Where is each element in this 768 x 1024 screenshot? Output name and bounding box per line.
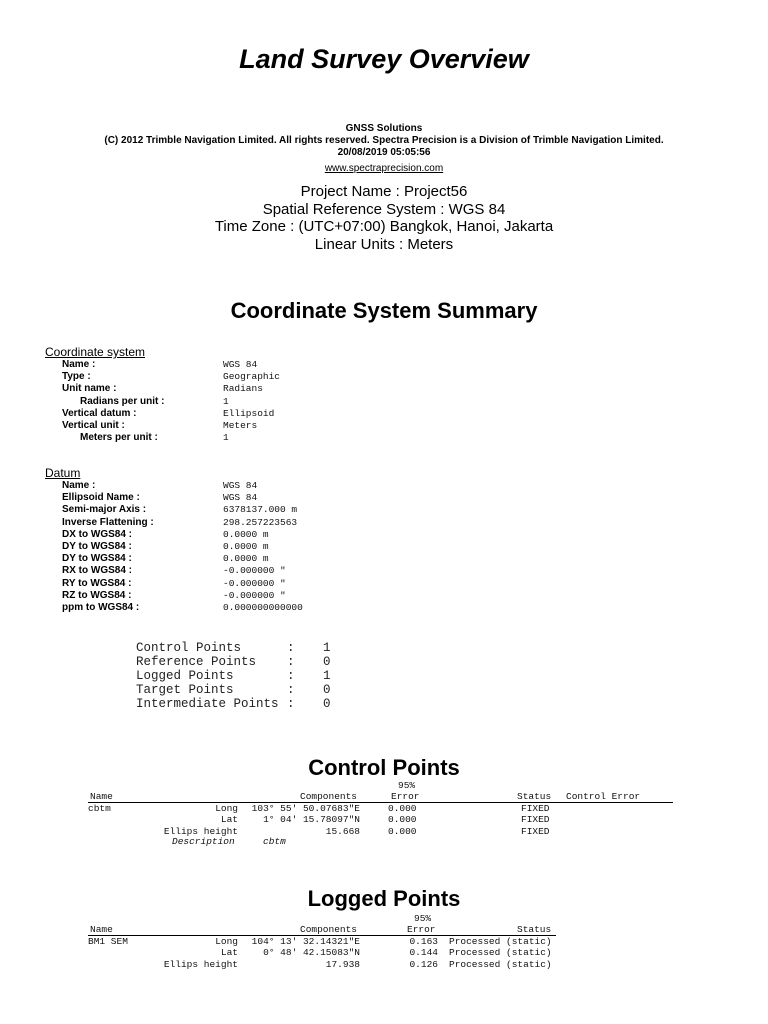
cp-control-error-header: Control Error	[566, 791, 641, 802]
datum-row	[62, 553, 662, 565]
lp-component-label: Long	[215, 936, 238, 947]
datum-value: WGS 84	[223, 492, 258, 504]
cp-error: 0.000	[388, 814, 417, 826]
coordinate-system-label: Vertical datum :	[62, 407, 137, 419]
lp-component: 0° 48' 42.15083"N	[263, 947, 360, 959]
cp-error-top-header: 95%	[398, 780, 416, 791]
report-title: Land Survey Overview	[239, 44, 529, 74]
coord-summary-heading: Coordinate System Summary	[230, 298, 538, 323]
report-datetime: 20/08/2019 05:05:56	[337, 147, 431, 158]
lp-status: Processed (static)	[449, 958, 552, 970]
point-count-label: Reference Points	[136, 655, 257, 669]
cp-name: cbtm	[88, 803, 111, 814]
lp-error-top-header: 95%	[414, 913, 432, 924]
datum-row	[62, 590, 662, 602]
lp-error: 0.126	[409, 958, 438, 970]
datum-label: RY to WGS84 :	[62, 577, 132, 589]
coordinate-system-row	[62, 408, 662, 420]
datum-label: Ellipsoid Name :	[62, 492, 140, 504]
lp-status-header: Status	[517, 924, 552, 935]
point-count-label: Target Points	[136, 683, 234, 697]
point-count-label: Logged Points	[136, 669, 234, 683]
coordinate-system-value: Ellipsoid	[223, 407, 275, 419]
cp-status: FIXED	[521, 814, 550, 826]
datum-value: 0.0000 m	[223, 528, 269, 540]
datum-row	[62, 602, 662, 614]
lp-name-header: Name	[90, 924, 113, 935]
datum-label: RX to WGS84 :	[62, 565, 133, 577]
cp-description-label: Description	[172, 836, 235, 847]
spatial-reference-system: Spatial Reference System : WGS 84	[262, 201, 506, 218]
copyright-line: (C) 2012 Trimble Navigation Limited. All rights reserved. Spectra Precision is a Division of Trimble Navigation Limited.	[104, 135, 664, 146]
cp-component: 1° 04' 15.78097"N	[263, 814, 360, 826]
lp-component: 17.938	[325, 958, 360, 970]
coordinate-system-label: Radians per unit :	[80, 395, 165, 407]
cp-component: 15.668	[325, 825, 360, 837]
lp-components-header: Components	[300, 924, 358, 935]
company-name: GNSS Solutions	[345, 123, 423, 134]
datum-label: DY to WGS84 :	[62, 553, 132, 565]
datum-label: Inverse Flattening :	[62, 516, 154, 528]
cp-error-header: Error	[391, 791, 420, 802]
datum-label: Name :	[62, 480, 96, 491]
coordinate-system-value: Geographic	[223, 371, 281, 383]
coordinate-system-label: Meters per unit :	[80, 432, 158, 444]
logged-points-heading: Logged Points	[307, 886, 461, 911]
lp-error: 0.144	[409, 947, 438, 959]
coordinate-system-label: Vertical unit :	[62, 419, 125, 431]
datum-value: -0.000000 "	[223, 589, 286, 601]
cp-status-header: Status	[517, 791, 552, 802]
datum-value: WGS 84	[223, 480, 258, 491]
coordinate-system-value: Radians	[223, 383, 263, 395]
cp-component-label: Long	[215, 803, 238, 814]
datum-value: 0.0000 m	[223, 553, 269, 565]
lp-component-label: Lat	[220, 947, 238, 959]
point-count-colon: :	[287, 641, 295, 655]
control-points-table	[0, 780, 768, 850]
lp-component: 104° 13' 32.14321"E	[251, 936, 360, 947]
datum-value: -0.000000 "	[223, 577, 286, 589]
point-count-value: 1	[323, 641, 331, 655]
cp-status: FIXED	[521, 825, 550, 837]
coordinate-system-table	[62, 359, 662, 444]
lp-error: 0.163	[409, 936, 438, 947]
coordinate-system-row	[62, 420, 662, 432]
coordinate-system-label: Unit name :	[62, 383, 117, 395]
coordinate-system-row	[62, 432, 662, 444]
point-count-colon: :	[287, 697, 295, 711]
point-count-colon: :	[287, 683, 295, 697]
coordinate-system-value: Meters	[223, 419, 258, 431]
linear-units: Linear Units : Meters	[314, 236, 454, 253]
point-count-label: Control Points	[136, 641, 242, 655]
datum-table	[62, 480, 662, 614]
datum-row	[62, 492, 662, 504]
cp-error: 0.000	[388, 825, 417, 837]
datum-value: 6378137.000 m	[223, 504, 298, 516]
point-count-label: Intermediate Points	[136, 697, 279, 711]
datum-value: 0.0000 m	[223, 540, 269, 552]
datum-heading: Datum	[45, 466, 81, 480]
website-link-wrap	[0, 158, 768, 176]
cp-header-rule	[88, 802, 673, 803]
coordinate-system-row	[62, 383, 662, 395]
lp-error-header: Error	[407, 924, 436, 935]
lp-name: BM1 SEM	[88, 936, 128, 947]
lp-status: Processed (static)	[449, 947, 552, 959]
control-points-heading: Control Points	[308, 755, 460, 780]
datum-value: 298.257223563	[223, 516, 298, 528]
cp-error: 0.000	[388, 803, 417, 814]
lp-status: Processed (static)	[449, 936, 552, 947]
cp-component-label: Ellips height	[163, 825, 238, 837]
cp-components-header: Components	[300, 791, 358, 802]
cp-component: 103° 55' 50.07683"E	[251, 803, 360, 814]
point-count-value: 1	[323, 669, 331, 683]
datum-row	[62, 565, 662, 577]
datum-value: -0.000000 "	[223, 565, 286, 577]
datum-row	[62, 504, 662, 516]
project-name: Project Name : Project56	[300, 183, 468, 200]
coordinate-system-row	[62, 396, 662, 408]
datum-row	[62, 529, 662, 541]
coordinate-system-row	[62, 371, 662, 383]
datum-label: RZ to WGS84 :	[62, 589, 132, 601]
datum-row	[62, 480, 662, 492]
coordinate-system-value: 1	[223, 432, 229, 444]
point-count-colon: :	[287, 655, 295, 669]
coordinate-system-label: Name :	[62, 359, 96, 370]
cp-status: FIXED	[521, 803, 550, 814]
time-zone: Time Zone : (UTC+07:00) Bangkok, Hanoi, Jakarta	[214, 218, 554, 235]
cp-description-value: cbtm	[263, 836, 286, 847]
datum-label: DX to WGS84 :	[62, 528, 133, 540]
cp-component-label: Lat	[220, 814, 238, 826]
datum-row	[62, 517, 662, 529]
point-count-value: 0	[323, 697, 331, 711]
datum-label: ppm to WGS84 :	[62, 601, 140, 613]
coordinate-system-value: 1	[223, 395, 229, 407]
datum-label: Semi-major Axis :	[62, 504, 147, 516]
datum-row	[62, 541, 662, 553]
coordinate-system-label: Type :	[62, 371, 91, 383]
point-count-colon: :	[287, 669, 295, 683]
coordinate-system-row	[62, 359, 662, 371]
datum-label: DY to WGS84 :	[62, 540, 132, 552]
lp-component-label: Ellips height	[163, 958, 238, 970]
logged-points-table	[0, 913, 768, 973]
point-count-value: 0	[323, 655, 331, 669]
coordinate-system-heading: Coordinate system	[45, 345, 146, 359]
website-link[interactable]: www.spectraprecision.com	[324, 163, 444, 174]
datum-row	[62, 578, 662, 590]
coordinate-system-value: WGS 84	[223, 359, 258, 370]
point-count-value: 0	[323, 683, 331, 697]
cp-name-header: Name	[90, 791, 113, 802]
datum-value: 0.000000000000	[223, 601, 303, 613]
